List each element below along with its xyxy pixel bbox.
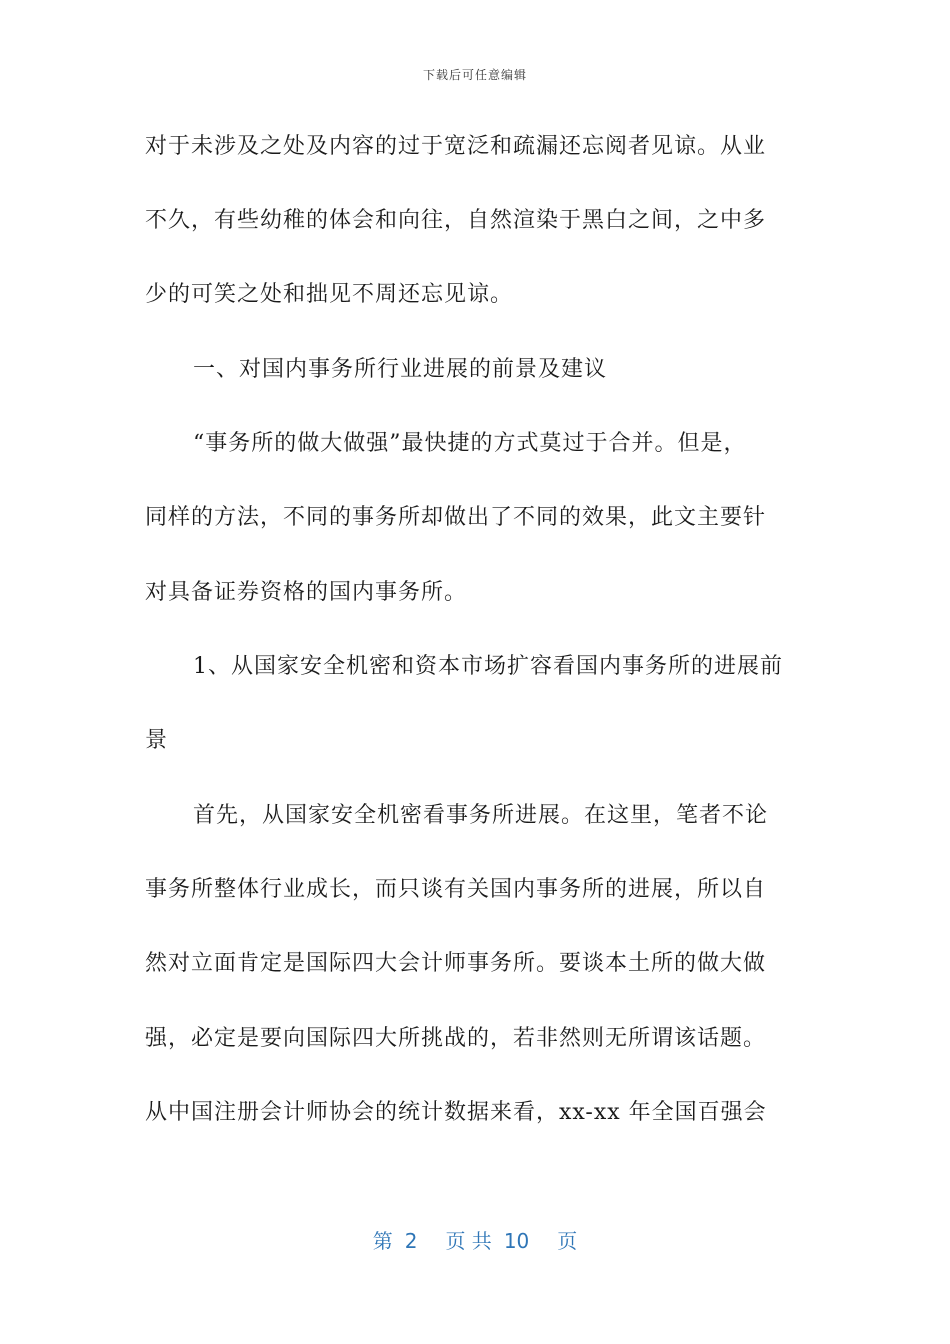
page-middle: 页 共 — [445, 1229, 492, 1253]
body-line-12: 然对立面肯定是国际四大会计师事务所。要谈本土所的做大做 — [145, 951, 767, 976]
section-heading: 一、对国内事务所行业进展的前景及建议 — [193, 357, 608, 382]
subsection-heading: 1、从国家安全机密和资本市场扩容看国内事务所的进展前 — [193, 654, 783, 679]
page-total: 10 — [503, 1229, 530, 1253]
page-prefix: 第 — [372, 1229, 393, 1253]
page-current: 2 — [404, 1229, 418, 1253]
subsection-heading-cont: 景 — [145, 728, 169, 753]
body-line-3: 少的可笑之处和拙见不周还忘见谅。 — [145, 282, 514, 307]
page-header: 下载后可任意编辑 — [422, 68, 527, 82]
body-line-14: 从中国注册会计师协会的统计数据来看，xx-xx 年全国百强会 — [145, 1100, 767, 1125]
body-line-2: 不久，有些幼稚的体会和向往，自然渲染于黑白之间，之中多 — [145, 208, 767, 233]
body-line-1: 对于未涉及之处及内容的过于宽泛和疏漏还忘阅者见谅。从业 — [145, 134, 767, 159]
body-line-10: 首先，从国家安全机密看事务所进展。在这里，笔者不论 — [193, 803, 769, 828]
body-line-5: “事务所的做大做强”最快捷的方式莫过于合并。但是， — [193, 431, 747, 456]
body-line-6: 同样的方法，不同的事务所却做出了不同的效果，此文主要针 — [145, 505, 767, 530]
page-footer — [0, 1225, 950, 1254]
body-line-13: 强，必定是要向国际四大所挑战的，若非然则无所谓该话题。 — [145, 1026, 767, 1051]
page-suffix: 页 — [557, 1229, 578, 1253]
body-line-7: 对具备证券资格的国内事务所。 — [145, 580, 468, 605]
body-line-11: 事务所整体行业成长，而只谈有关国内事务所的进展，所以自 — [145, 877, 767, 902]
